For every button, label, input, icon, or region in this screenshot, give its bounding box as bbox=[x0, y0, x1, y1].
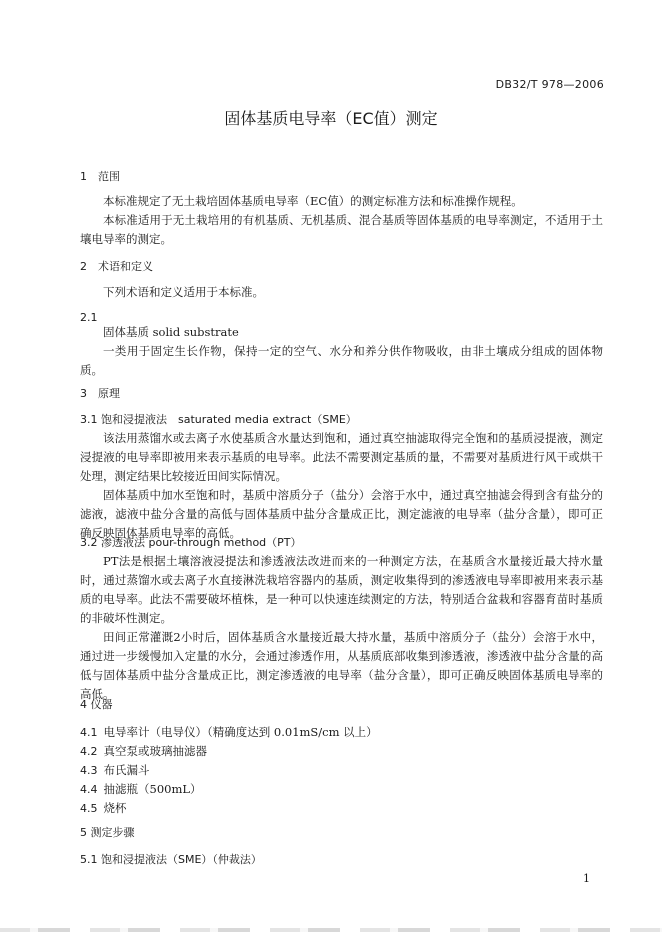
section-4-heading: 4 仪器 bbox=[80, 698, 113, 711]
instrument-item: 4.1 电导率计（电导仪）（精确度达到 0.01mS/cm 以上） bbox=[80, 725, 378, 739]
section-3-2-paragraph-2: 田间正常灌溉2小时后，固体基质含水量接近最大持水量，基质中溶质分子（盐分）会溶于水中，通过进一步缓慢加入定量的水分，会通过渗透作用，从基质底部收集到渗透液，渗透液中盐分含量的高低与固体基质中盐分含量成正比，测定渗透液的电导率（盐分含量），即可正确反映固体基质电导率的高低。 bbox=[80, 630, 603, 701]
section-5-1-heading: 5.1 饱和浸提液法（SME）（仲裁法） bbox=[80, 853, 262, 866]
section-2-1-term: 固体基质 solid substrate bbox=[103, 325, 239, 339]
instrument-item: 4.3 布氏漏斗 bbox=[80, 763, 150, 777]
instrument-item: 4.5 烧杯 bbox=[80, 801, 127, 815]
section-5-heading: 5 测定步骤 bbox=[80, 826, 135, 839]
section-3-1-paragraph-1: 该法用蒸馏水或去离子水使基质含水量达到饱和，通过真空抽滤取得完全饱和的基质浸提液，测定浸提液的电导率即被用来表示基质的电导率。此法不需要测定基质的量，不需要对基质进行风干或烘干处理，测定结果比较接近田间实际情况。 bbox=[80, 431, 603, 483]
section-3-2-paragraph-1: PT法是根据土壤溶液浸提法和渗透液法改进而来的一种测定方法，在基质含水量接近最大持水量时，通过蒸馏水或去离子水直接淋洗栽培容器内的基质，测定收集得到的渗透液电导率即被用来表示基质的电导率。此法不需要破坏植株，是一种可以快速连续测定的方法，特别适合盆栽和容器育苗时基质的非破坏性测定。 bbox=[80, 554, 603, 625]
section-2-1-definition: 一类用于固定生长作物，保持一定的空气、水分和养分供作物吸收，由非土壤成分组成的固体物质。 bbox=[80, 344, 603, 377]
section-3-1-paragraph-2: 固体基质中加水至饱和时，基质中溶质分子（盐分）会溶于水中，通过真空抽滤会得到含有盐分的滤液，滤液中盐分含量的高低与固体基质中盐分含量成正比，测定滤液的电导率（盐分含量），即可正确反映固体基质电导率的高低。 bbox=[80, 488, 603, 540]
document-title: 固体基质电导率（EC值）测定 bbox=[224, 109, 438, 128]
section-1-heading: 1 范围 bbox=[80, 170, 120, 183]
section-1-paragraph-2: 本标准适用于无土栽培用的有机基质、无机基质、混合基质等固体基质的电导率测定，不适用于土壤电导率的测定。 bbox=[80, 213, 603, 246]
section-1-paragraph-1: 本标准规定了无土栽培固体基质电导率（EC值）的测定标准方法和标准操作规程。 bbox=[103, 194, 523, 208]
section-3-heading: 3 原理 bbox=[80, 387, 120, 400]
page-number: 1 bbox=[583, 872, 590, 885]
section-2-heading: 2 术语和定义 bbox=[80, 260, 153, 273]
instrument-item: 4.4 抽滤瓶（500mL） bbox=[80, 782, 202, 796]
instrument-item: 4.2 真空泵或玻璃抽滤器 bbox=[80, 744, 207, 758]
section-2-1-number: 2.1 bbox=[80, 311, 98, 324]
section-3-1-heading: 3.1 饱和浸提液法 saturated media extract（SME） bbox=[80, 413, 357, 426]
section-3-2-heading: 3.2 渗透液法 pour-through method（PT） bbox=[80, 536, 302, 549]
section-2-paragraph: 下列术语和定义适用于本标准。 bbox=[103, 285, 264, 299]
scan-edge-artifact bbox=[0, 928, 662, 932]
standard-number: DB32/T 978—2006 bbox=[495, 78, 604, 91]
